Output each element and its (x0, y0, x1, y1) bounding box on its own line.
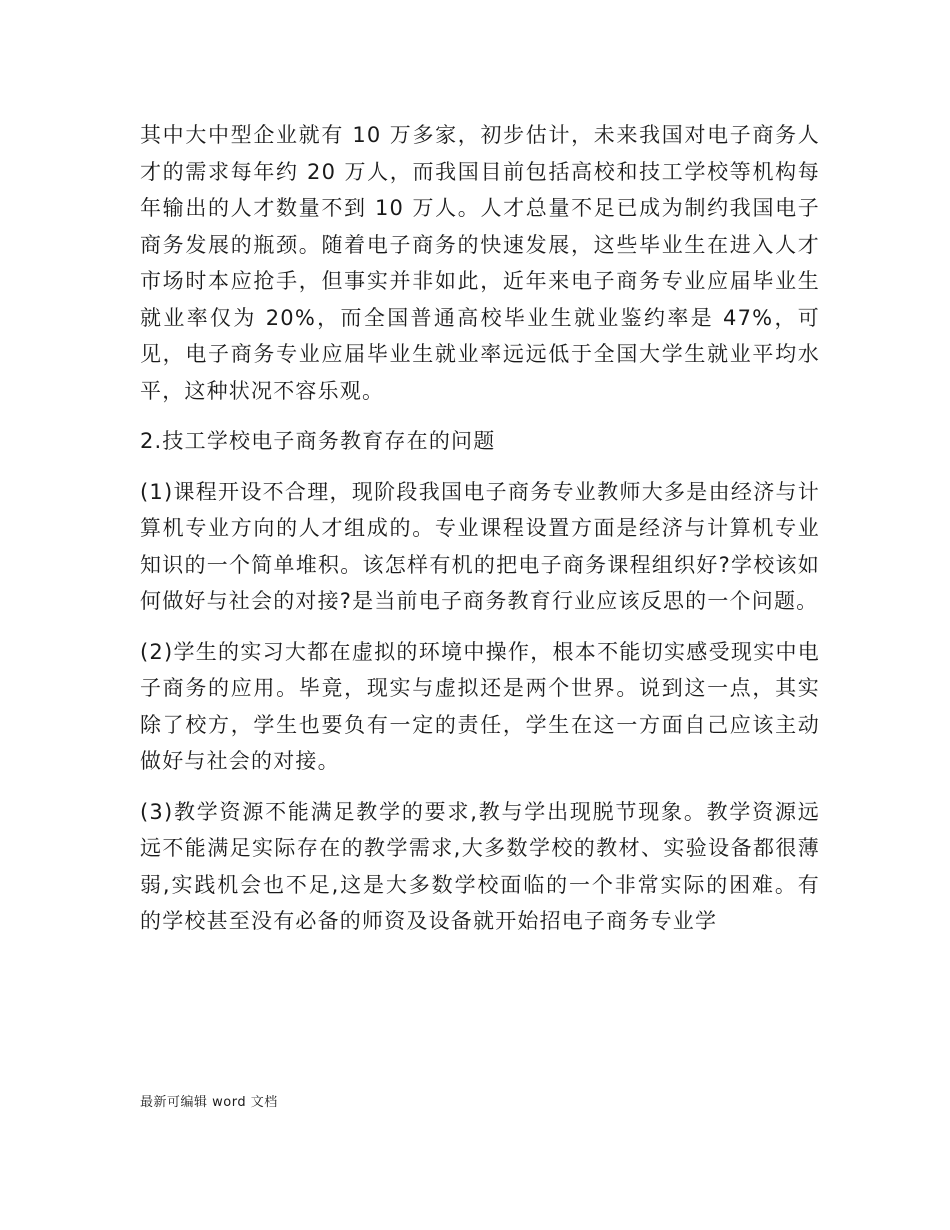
paragraph-talent-demand: 其中大中型企业就有 10 万多家，初步估计，未来我国对电子商务人才的需求每年约 20 万人，而我国目前包括高校和技工学校等机构每年输出的人才数量不到 10 万人。人才总量不足已成为制约我国电子商务发展的瓶颈。随着电子商务的快速发展，这些毕业生在进入人才市场时本应抢手，但事实并非如此，近年来电子商务专业应届毕业生就业率仅为 20%，而全国普通高校毕业生就业鉴约率是 47%，可见，电子商务专业应届毕业生就业率远远低于全国大学生就业平均水平，这种状况不容乐观。 (140, 123, 820, 403)
paragraph-issue-2: (2)学生的实习大都在虚拟的环境中操作，根本不能切实感受现实中电子商务的应用。毕竟，现实与虚拟还是两个世界。说到这一点，其实除了校方，学生也要负有一定的责任，学生在这一方面自己应该主动做好与社会的对接。 (140, 639, 820, 773)
page-footer: 最新可编辑 word 文档 (140, 1095, 278, 1110)
section-heading: 2.技工学校电子商务教育存在的问题 (140, 429, 496, 453)
paragraph-issue-3: (3)教学资源不能满足教学的要求,教与学出现脱节现象。教学资源远远不能满足实际存在的教学需求,大多数学校的教材、实验设备都很薄弱,实践机会也不足,这是大多数学校面临的一个非常实际的困难。有的学校甚至没有必备的师资及设备就开始招电子商务专业学 (140, 799, 820, 933)
paragraph-issue-1: (1)课程开设不合理，现阶段我国电子商务专业教师大多是由经济与计算机专业方向的人才组成的。专业课程设置方面是经济与计算机专业知识的一个简单堆积。该怎样有机的把电子商务课程组织好?学校该如何做好与社会的对接?是当前电子商务教育行业应该反思的一个问题。 (140, 479, 820, 613)
document-body (140, 117, 820, 954)
